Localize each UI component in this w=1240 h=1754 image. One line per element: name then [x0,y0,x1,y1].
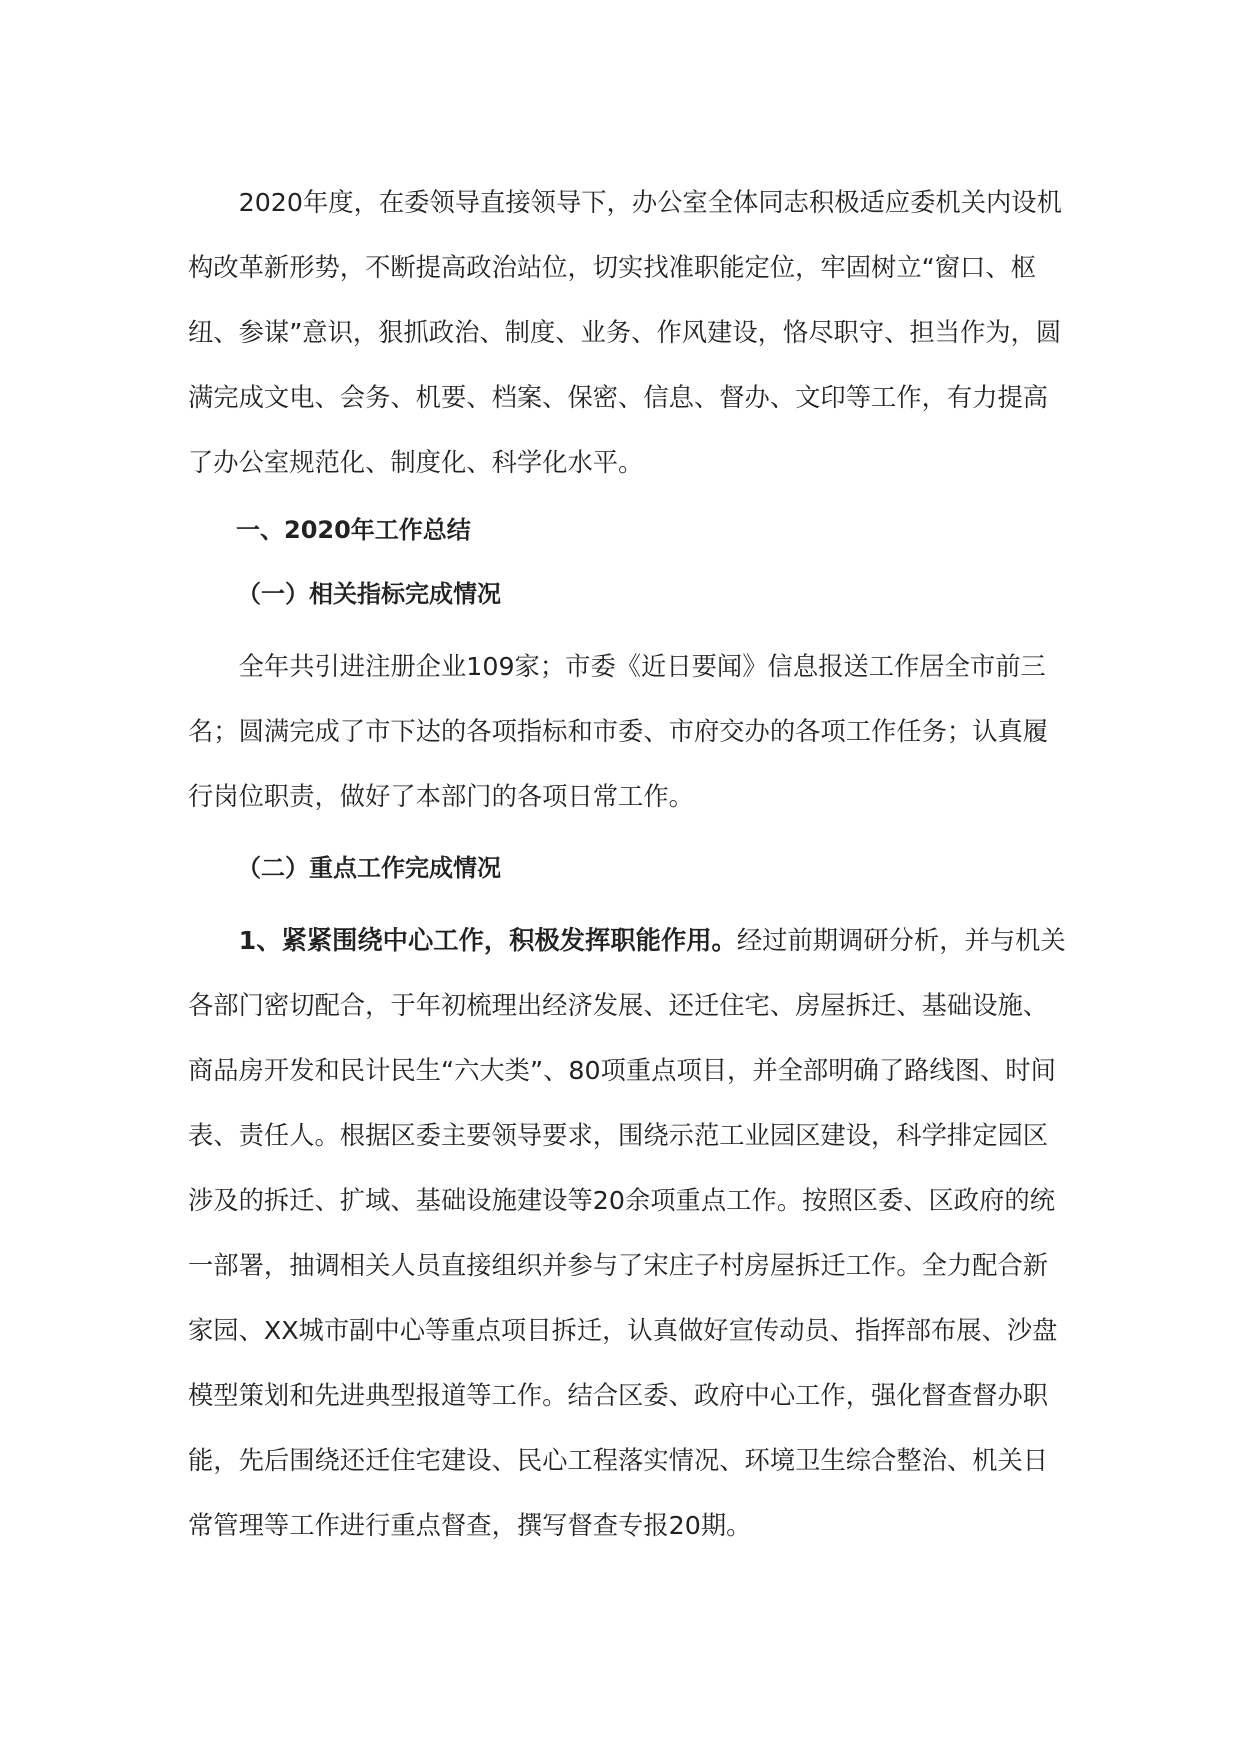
key-work-lead: 1、紧紧围绕中心工作，积极发挥职能作用。 [238,926,737,955]
document-body [188,170,1068,1558]
key-work-paragraph [188,908,1068,1558]
intro-paragraph: 2020年度，在委领导直接领导下，办公室全体同志积极适应委机关内设机构改革新形势，不断提高政治站位，切实找准职能定位，牢固树立“窗口、枢纽、参谋”意识，狠抓政治、制度、业务、作风建设，恪尽职守、担当作为，圆满完成文电、会务、机要、档案、保密、信息、督办、文印等工作，有力提高了办公室规范化、制度化、科学化水平。 [188,188,1062,477]
subsection-heading-1: （一）相关指标完成情况 [237,580,501,608]
indicators-paragraph: 全年共引进注册企业109家；市委《近日要闻》信息报送工作居全市前三名；圆满完成了市下达的各项指标和市委、市府交办的各项工作任务；认真履行岗位职责，做好了本部门的各项日常工作。 [188,652,1049,811]
subsection-heading-2: （二）重点工作完成情况 [237,854,501,882]
key-work-body: 经过前期调研分析，并与机关各部门密切配合，于年初梳理出经济发展、还迁住宅、房屋拆迁、基础设施、商品房开发和民计民生“六大类”、80项重点项目，并全部明确了路线图、时间表、责任人。根据区委主要领导要求，围绕示范工业园区建设，科学排定园区涉及的拆迁、扩域、基础设施建设等20余项重点工作。按照区委、区政府的统一部署，抽调相关人员直接组织并参与了宋庄子村房屋拆迁工作。全力配合新家园、XX城市副中心等重点项目拆迁，认真做好宣传动员、指挥部布展、沙盘模型策划和先进典型报道等工作。结合区委、政府中心工作，强化督查督办职能，先后围绕还迁住宅建设、民心工程落实情况、环境卫生综合整治、机关日常管理等工作进行重点督查，撰写督查专报20期。 [188,926,1066,1540]
section-heading: 一、2020年工作总结 [236,516,471,544]
